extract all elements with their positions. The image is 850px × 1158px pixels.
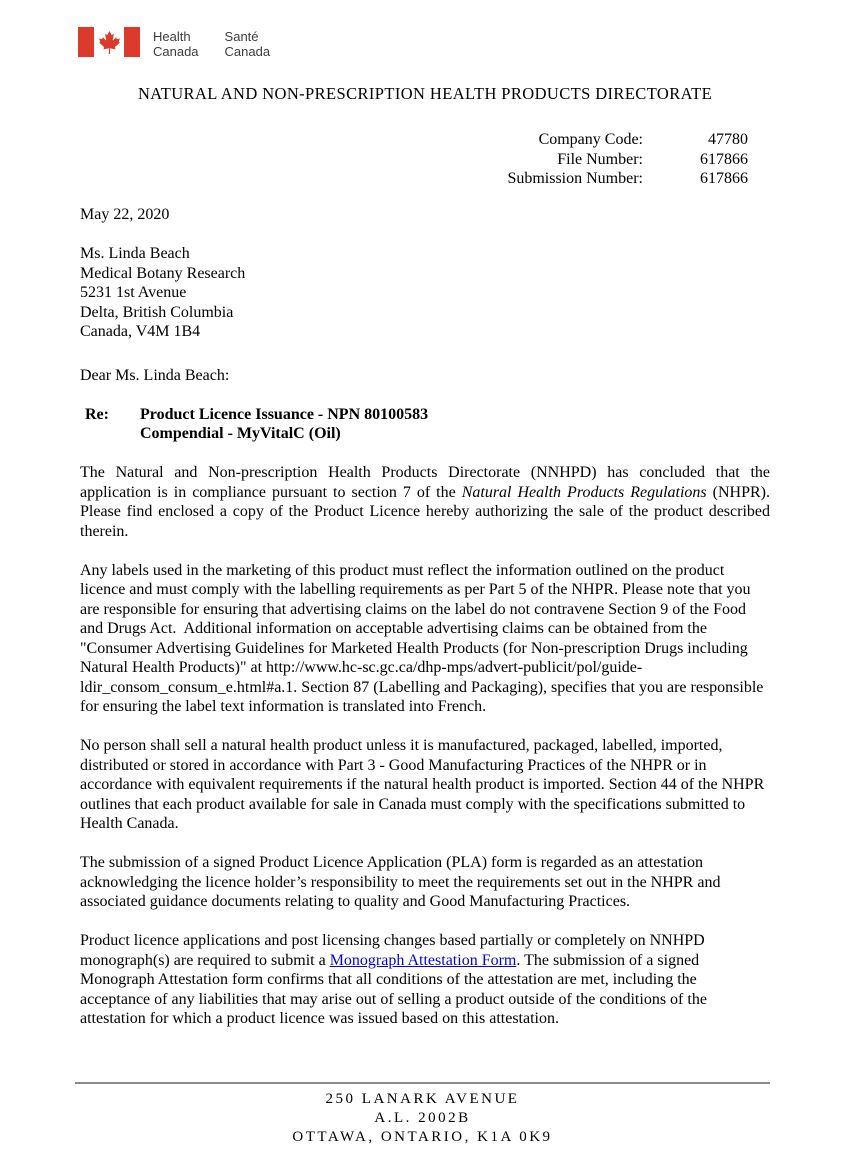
paragraph-compliance xyxy=(80,463,770,541)
company-code-value: 47780 xyxy=(708,131,748,148)
subject-label: Re: xyxy=(85,405,109,423)
subject-line-1: Product Licence Issuance - NPN 80100583 xyxy=(140,405,429,423)
wordmark-fr-line2: Canada xyxy=(224,44,271,59)
p5-text-before: Product licence applications and post licensing changes based partially or completely on NNHPD monograph(s) are required to submit a xyxy=(80,932,705,969)
submission-number-label: Submission Number: xyxy=(507,170,643,187)
footer-address-line-1: 250 LANARK AVENUE xyxy=(325,1091,520,1107)
paragraph-pla-attestation: The submission of a signed Product Licence Application (PLA) form is regarded as an attestation acknowledging the licence holder’s responsibility to meet the requirements set out in the NHPR and associated guidance documents relating to quality and Good Manufacturing Practices. xyxy=(80,854,721,910)
p1-text-before: The Natural and Non-prescription Health Products Directorate (NNHPD) has concluded that the application is in compliance pursuant to section 7 of the xyxy=(80,464,770,501)
p1-text-after: (NHPR). Please find enclosed a copy of the Product Licence hereby authorizing the sale of the product described therein. xyxy=(80,483,771,540)
directorate-title: NATURAL AND NON-PRESCRIPTION HEALTH PRODUCTS DIRECTORATE xyxy=(137,84,713,103)
company-code-label: Company Code: xyxy=(538,131,643,148)
footer-address-line-2: A.L. 2002B xyxy=(374,1110,471,1126)
flag-right-band xyxy=(124,27,140,57)
address-line: 5231 1st Avenue xyxy=(80,284,187,301)
wordmark-fr-line1: Santé xyxy=(224,29,259,44)
flag-left-band xyxy=(78,27,94,57)
paragraph-gmp: No person shall sell a natural health product unless it is manufactured, packaged, labelled, imported, distributed or stored in accordance with Part 3 - Good Manufacturing Practices of the NHPR or in accordance with equivalent requirements if the natural health product is imported. Section 44 of the NHPR outlines that each product available for sale in Canada must comply with the specifications submitted to Health Canada. xyxy=(80,737,765,832)
monograph-attestation-form-link[interactable]: Monograph Attestation Form xyxy=(329,951,517,969)
maple-leaf-icon xyxy=(98,31,121,54)
recipient-address xyxy=(80,244,770,342)
subject-lines xyxy=(140,405,428,444)
wordmark-english xyxy=(153,29,199,59)
letter-date: May 22, 2020 xyxy=(80,206,170,223)
subject-block xyxy=(80,405,770,444)
reference-block xyxy=(507,130,748,189)
footer-address xyxy=(75,1090,770,1147)
flag-center xyxy=(94,27,124,57)
submission-number-value: 617866 xyxy=(700,170,748,187)
health-canada-logo xyxy=(78,27,270,59)
file-number-label: File Number: xyxy=(557,150,643,168)
page-footer xyxy=(75,1082,770,1147)
address-line: Ms. Linda Beach xyxy=(80,245,190,262)
canada-flag-icon xyxy=(78,27,140,57)
footer-address-line-3: OTTAWA, ONTARIO, K1A 0K9 xyxy=(292,1129,553,1145)
address-line: Medical Botany Research xyxy=(80,264,246,282)
wordmark-en-line1: Health xyxy=(153,29,191,44)
address-line: Delta, British Columbia xyxy=(80,303,234,321)
regulations-title-italic: Natural Health Products Regulations xyxy=(461,483,707,501)
subject-line-2: Compendial - MyVitalC (Oil) xyxy=(140,425,341,442)
salutation: Dear Ms. Linda Beach: xyxy=(80,366,230,384)
wordmark-french xyxy=(225,29,271,59)
submission-number-row xyxy=(507,169,748,189)
file-number-value: 617866 xyxy=(700,150,748,168)
wordmark-en-line2: Canada xyxy=(153,44,199,59)
paragraph-monograph xyxy=(80,931,770,1029)
company-code-row xyxy=(507,130,748,150)
footer-divider xyxy=(75,1082,770,1084)
p5-text-after: . The submission of a signed Monograph Attestation form confirms that all conditions of the attestation are met, including the acceptance of any liabilities that may arise out of selling a product outside of the conditions of the attestation for which a product licence was issued based on this attestation. xyxy=(80,951,707,1027)
address-line: Canada, V4M 1B4 xyxy=(80,323,201,340)
file-number-row xyxy=(507,150,748,170)
letter-body xyxy=(80,205,770,1029)
paragraph-labelling: Any labels used in the marketing of this product must reflect the information outlined on the product licence and must comply with the labelling requirements as per Part 5 of the NHPR. Please note that you are responsible for ensuring that advertising claims on the label do not contravene Section 9 of the Food and Drugs Act. Additional information on acceptable advertising claims can be obtained from the "Consumer Advertising Guidelines for Marketed Health Products (for Non-prescription Drugs including Natural Health Products)" at http://www.hc-sc.gc.ca/dhp-mps/advert-publicit/pol/guide-ldir_consom_consum_e.html#a.1. Section 87 (Labelling and Packaging), specifies that you are responsible for ensuring the label text information is translated into French. xyxy=(80,561,764,715)
